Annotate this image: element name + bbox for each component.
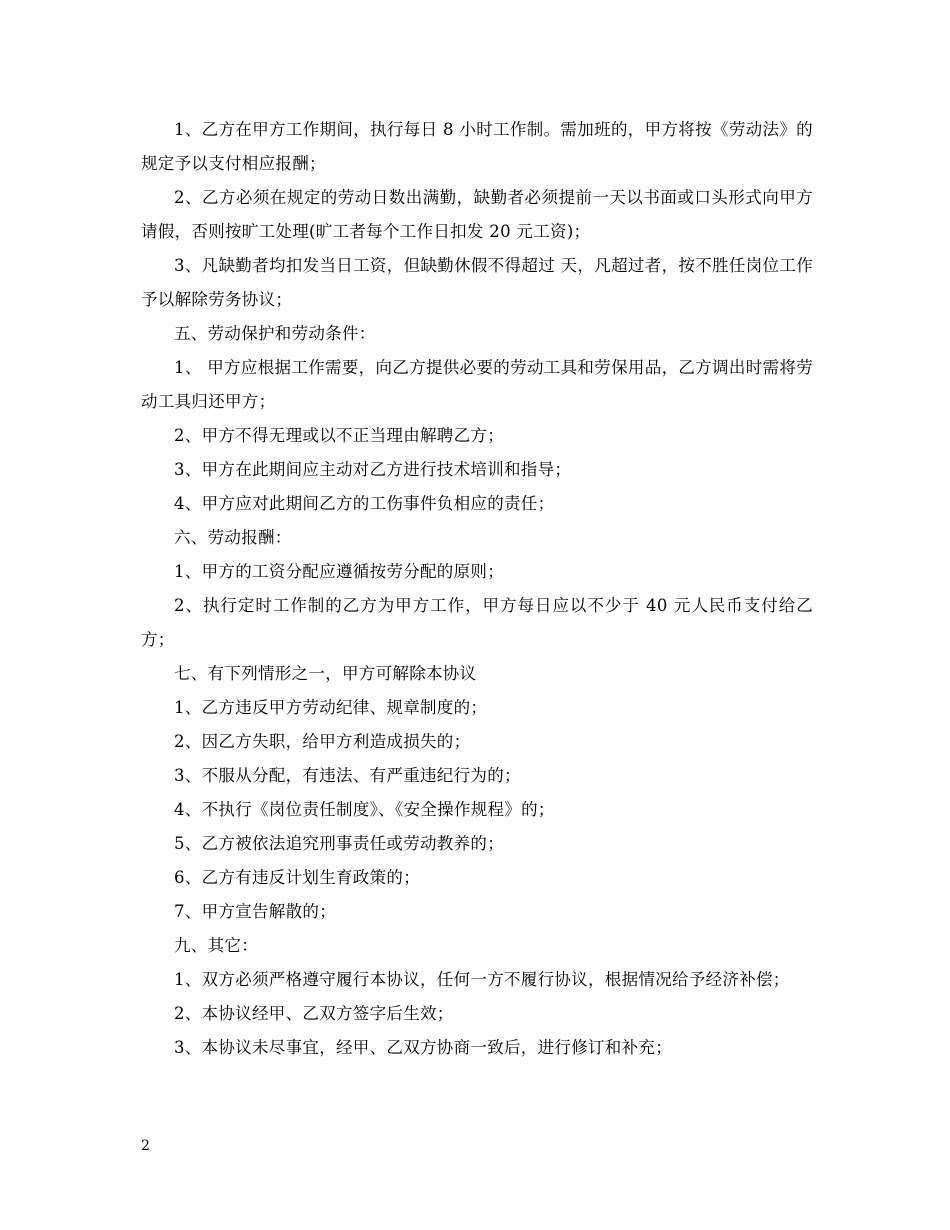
paragraph-clause-2-attendance: 2、乙方必须在规定的劳动日数出满勤，缺勤者必须提前一天以书面或口头形式向甲方请假，否则按旷工处理(旷工者每个工作日扣发 20 元工资)； xyxy=(141,188,813,241)
paragraph-protection-1: 1、 甲方应根据工作需要，向乙方提供必要的劳动工具和劳保用品，乙方调出时需将劳动工具归还甲方； xyxy=(141,358,813,411)
paragraph-clause-3-absence: 3、凡缺勤者均扣发当日工资，但缺勤休假不得超过 天，凡超过者，按不胜任岗位工作予以解除劳务协议； xyxy=(141,256,813,309)
paragraph-other-1: 1、双方必须严格遵守履行本协议，任何一方不履行协议，根据情况给予经济补偿； xyxy=(174,970,790,989)
paragraph-protection-4: 4、甲方应对此期间乙方的工伤事件负相应的责任； xyxy=(174,494,555,513)
paragraph-protection-2: 2、甲方不得无理或以不正当理由解聘乙方； xyxy=(174,426,504,445)
page-number: 2 xyxy=(141,1138,150,1154)
paragraph-protection-3: 3、甲方在此期间应主动对乙方进行技术培训和指导； xyxy=(174,460,572,479)
paragraph-termination-7: 7、甲方宣告解散的； xyxy=(174,902,336,921)
paragraph-termination-6: 6、乙方有违反计划生育政策的； xyxy=(174,868,420,887)
paragraph-termination-4: 4、不执行《岗位责任制度》、《安全操作规程》的； xyxy=(174,800,555,819)
paragraph-termination-2: 2、因乙方失职，给甲方利造成损失的； xyxy=(174,732,471,751)
paragraph-other-3: 3、本协议未尽事宜，经甲、乙双方协商一致后，进行修订和补充； xyxy=(174,1038,672,1057)
paragraph-termination-3: 3、不服从分配，有违法、有严重违纪行为的； xyxy=(174,766,521,785)
document-body xyxy=(141,113,813,1065)
paragraph-termination-5: 5、乙方被依法追究刑事责任或劳动教养的； xyxy=(174,834,504,853)
section-heading-remuneration: 六、劳动报酬： xyxy=(174,528,292,547)
paragraph-remuneration-1: 1、甲方的工资分配应遵循按劳分配的原则； xyxy=(174,562,504,581)
section-heading-termination: 七、有下列情形之一，甲方可解除本协议 xyxy=(174,664,477,683)
paragraph-termination-1: 1、乙方违反甲方劳动纪律、规章制度的； xyxy=(174,698,488,717)
section-heading-labor-protection: 五、劳动保护和劳动条件： xyxy=(174,324,376,343)
paragraph-remuneration-2: 2、执行定时工作制的乙方为甲方工作，甲方每日应以不少于 40 元人民币支付给乙方； xyxy=(141,596,813,649)
section-heading-other: 九、其它： xyxy=(174,936,258,955)
paragraph-clause-1-work-hours: 1、乙方在甲方工作期间，执行每日 8 小时工作制。需加班的，甲方将按《劳动法》的规定予以支付相应报酬； xyxy=(141,120,813,173)
paragraph-other-2: 2、本协议经甲、乙双方签字后生效； xyxy=(174,1004,454,1023)
